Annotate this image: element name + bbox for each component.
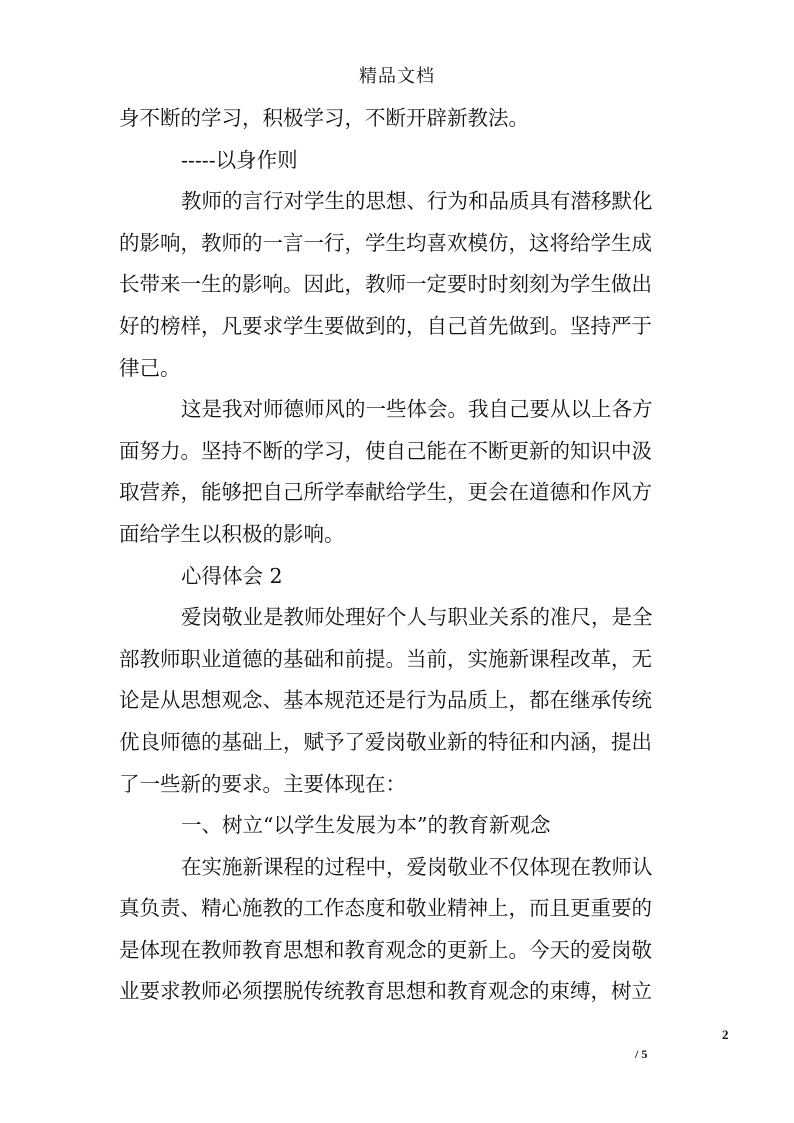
text-line: 教师的言行对学生的思想、行为和品质具有潜移默化	[181, 189, 653, 214]
text-line: 是体现在教师教育思想和教育观念的更新上。今天的爱岗敬	[119, 937, 652, 962]
text-line: 的影响，教师的一言一行，学生均喜欢模仿，这将给学生成	[119, 230, 652, 255]
text-line: 爱岗敬业是教师处理好个人与职业关系的准尺，是全	[181, 605, 653, 630]
text-line: 业要求教师必须摆脱传统教育思想和教育观念的束缚，树立	[119, 979, 652, 1004]
text-line: 了一些新的要求。主要体现在：	[119, 771, 406, 796]
document-body	[119, 98, 679, 1013]
document-header-title: 精品文档	[359, 66, 435, 87]
text-line: 取营养，能够把自己所学奉献给学生，更会在道德和作风方	[119, 480, 652, 505]
text-line: 好的榜样，凡要求学生要做到的，自己首先做到。坚持严于	[119, 313, 652, 338]
text-line: 部教师职业道德的基础和前提。当前，实施新课程改革，无	[119, 646, 652, 671]
text-line: 面给学生以积极的影响。	[119, 521, 345, 546]
page-number: 2	[722, 1027, 729, 1042]
section-heading: 心得体会 2	[181, 563, 283, 588]
text-line: 律己。	[119, 355, 181, 380]
text-line: 面努力。坚持不断的学习，使自己能在不断更新的知识中汲	[119, 438, 652, 463]
page-total: / 5	[635, 1047, 648, 1061]
text-line: 长带来一生的影响。因此，教师一定要时时刻刻为学生做出	[119, 272, 652, 297]
text-line: 这是我对师德师风的一些体会。我自己要从以上各方	[181, 397, 653, 422]
text-line: 论是从思想观念、基本规范还是行为品质上，都在继承传统	[119, 688, 652, 713]
text-line: 身不断的学习，积极学习，不断开辟新教法。	[119, 106, 529, 130]
text-line: 在实施新课程的过程中，爱岗敬业不仅体现在教师认	[181, 854, 653, 879]
text-line: 优良师德的基础上，赋予了爱岗敬业新的特征和内涵，提出	[119, 729, 652, 754]
section-heading: 一、树立“以学生发展为本”的教育新观念	[181, 813, 551, 838]
section-heading: -----以身作则	[181, 147, 298, 172]
text-line: 真负责、精心施教的工作态度和敬业精神上，而且更重要的	[119, 896, 652, 921]
